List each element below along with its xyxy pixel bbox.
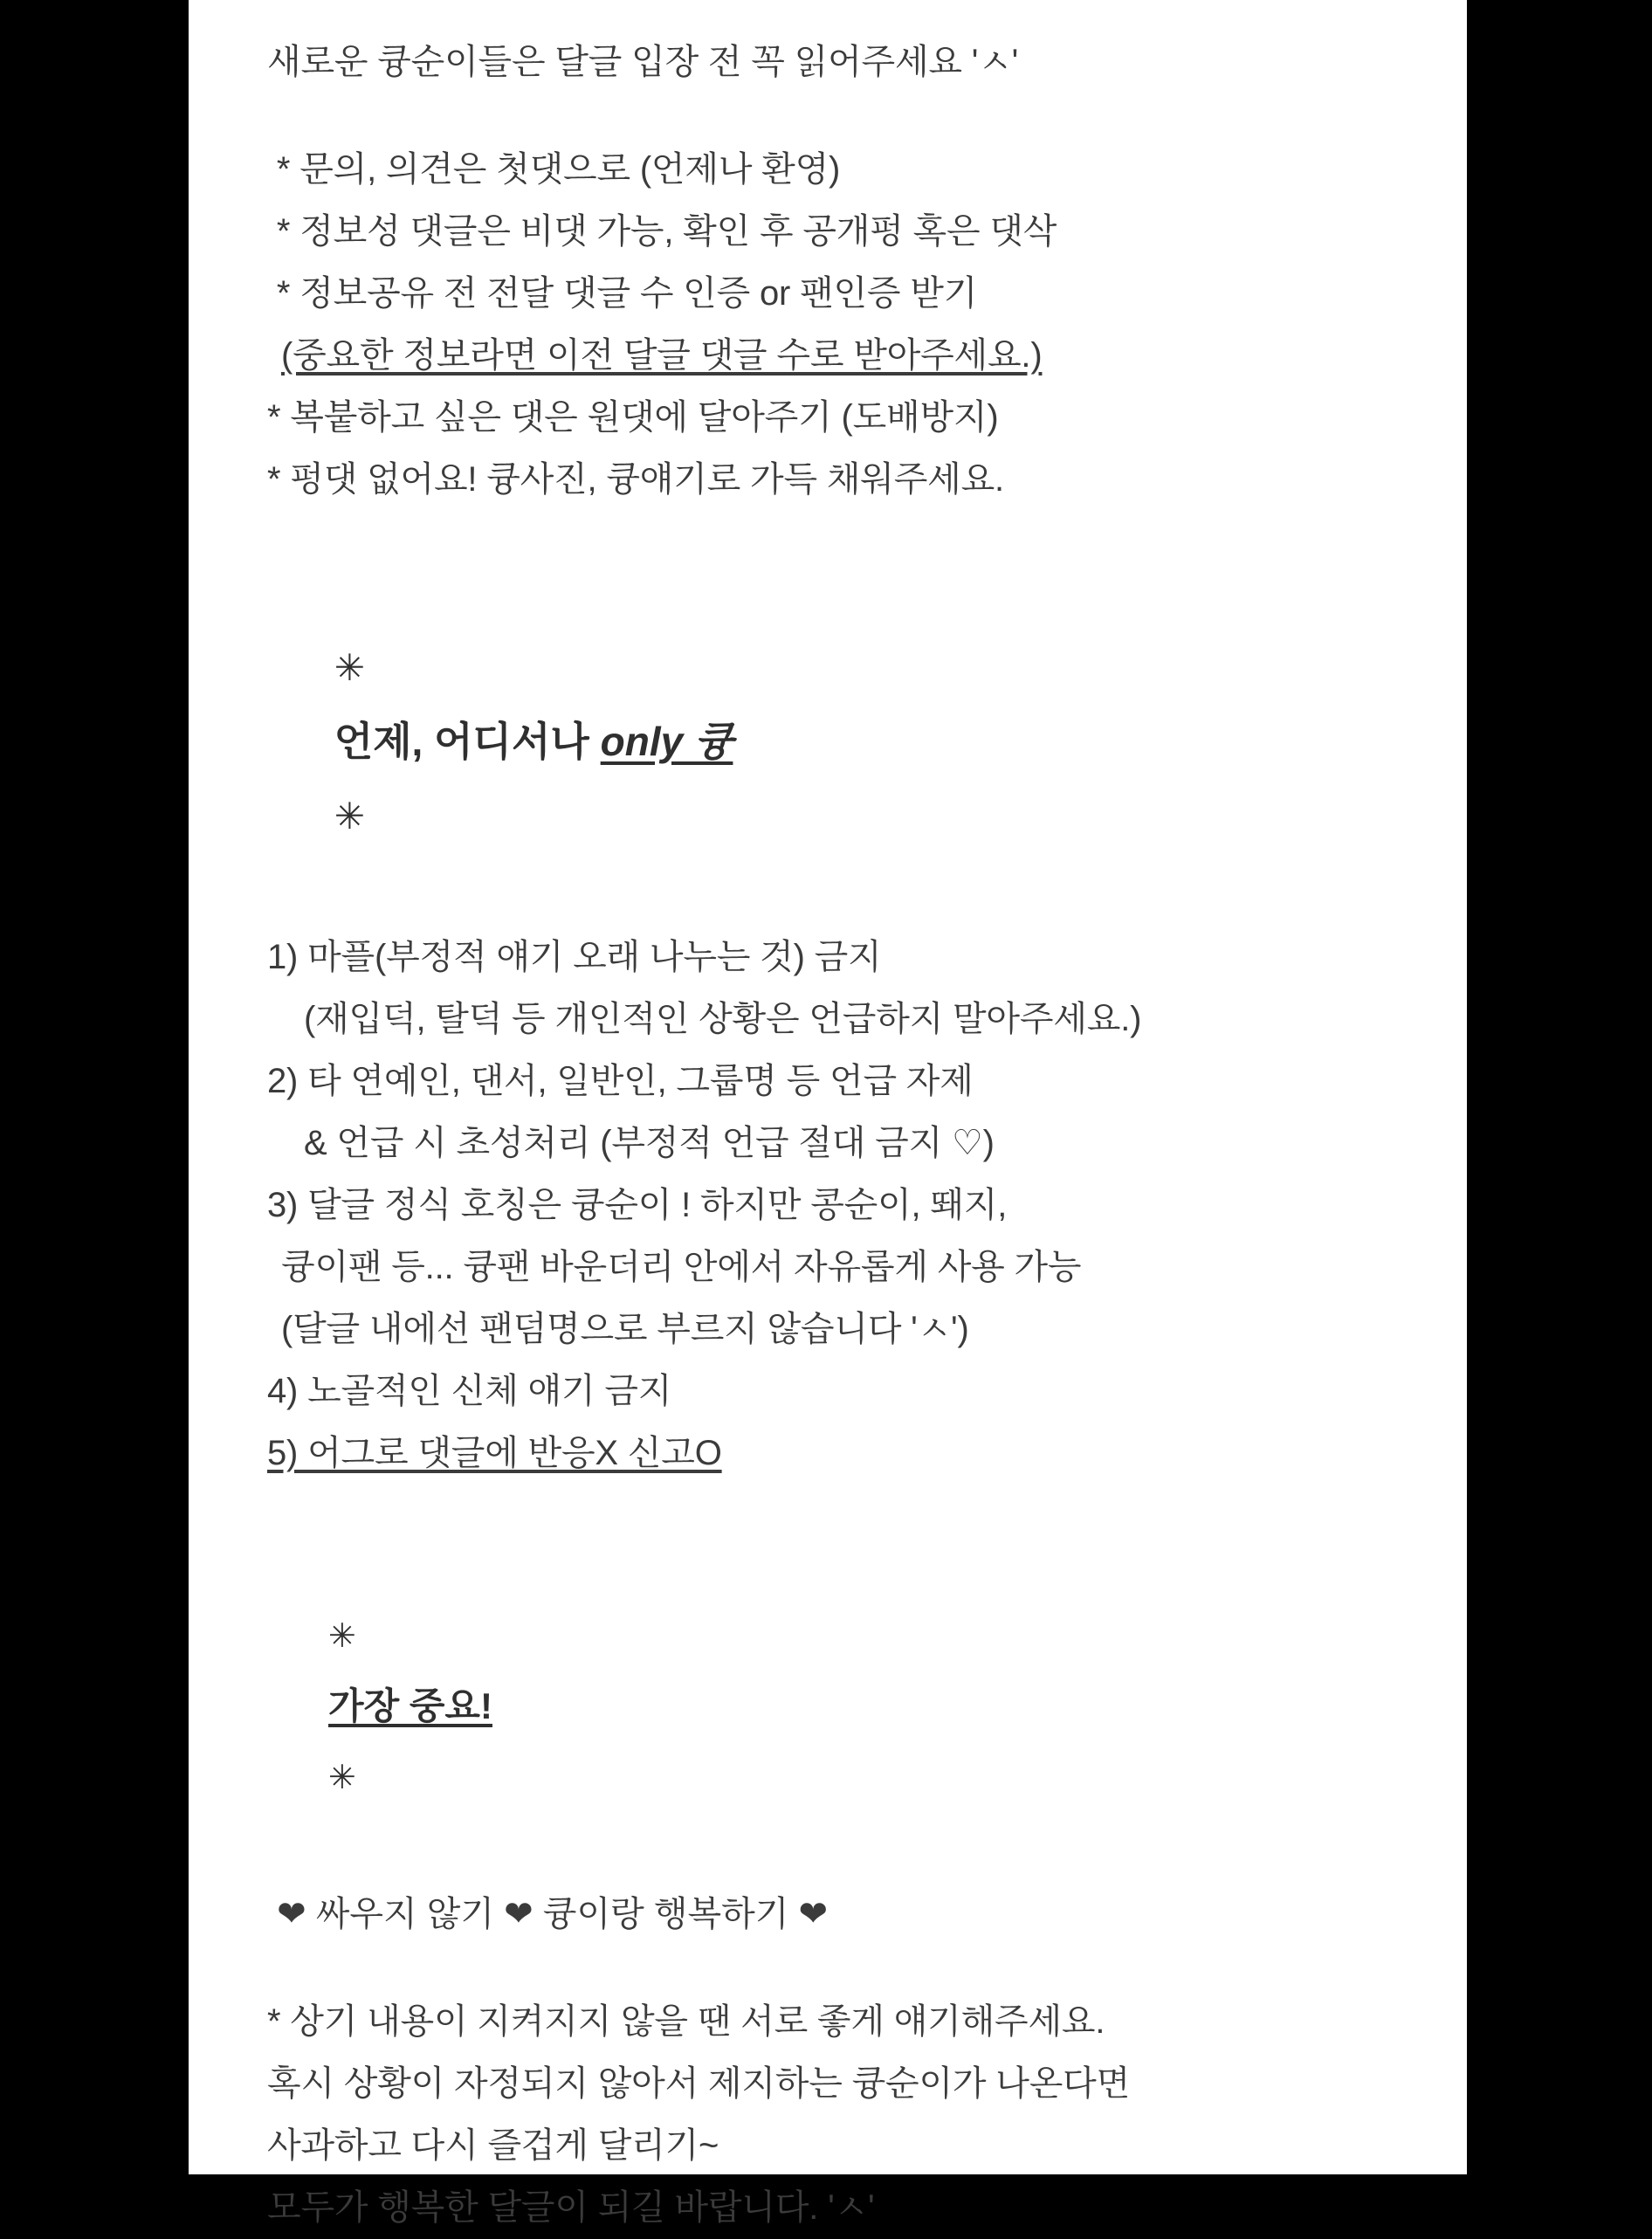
section-1-title-italic: only 큥: [600, 719, 733, 764]
sparkle-icon-left: ✳: [334, 647, 365, 688]
section-2-title: 가장 중요!: [328, 1685, 492, 1726]
rule-item: & 언급 시 초성처리 (부정적 언급 절대 금지 ♡): [304, 1124, 995, 1162]
closing-line: * 상기 내용이 지켜지지 않을 땐 서로 좋게 얘기해주세요.: [267, 2002, 1105, 2041]
text-sheet: [189, 0, 1467, 2227]
notice-subnote: [267, 325, 1399, 387]
hearts-line: ❤ 싸우지 않기 ❤ 큥이랑 행복하기 ❤: [267, 1895, 829, 1933]
sparkle-icon-right: ✳: [334, 796, 365, 837]
rule-item: 큥이팬 등... 큥팬 바운더리 안에서 자유롭게 사용 가능: [281, 1248, 1082, 1286]
closing-line: 사과하고 다시 즐겁게 달리기~: [267, 2126, 719, 2165]
sparkle-icon-right: ✳: [328, 1760, 356, 1796]
spacer: [267, 93, 1399, 139]
sparkle-icon-left: ✳: [328, 1618, 356, 1655]
section-2-heading: [267, 1530, 1399, 1883]
rule-item-underlined-text: 5) 어그로 댓글에 반응X 신고O: [267, 1434, 722, 1472]
closing-line: 모두가 행복한 달글이 되길 바랍니다. 'ㅅ': [267, 2188, 875, 2227]
rule-item: [267, 1423, 1399, 1485]
section-1-title-pre: 언제, 어디서나: [334, 719, 601, 764]
rule-item: (재입덕, 탈덕 등 개인적인 상황은 언급하지 말아주세요.): [304, 1000, 1142, 1038]
spacer: [267, 1946, 1399, 1991]
rule-item: 2) 타 연예인, 댄서, 일반인, 그룹명 등 언급 자제: [267, 1062, 974, 1100]
rule-item: 1) 마플(부정적 얘기 오래 나누는 것) 금지: [267, 938, 882, 976]
rule-item: 3) 달글 정식 호칭은 큥순이 ! 하지만 콩순이, 뙈지,: [267, 1186, 1008, 1224]
section-1-heading: [267, 556, 1399, 927]
intro-line: 새로운 큥순이들은 달글 입장 전 꼭 읽어주세요 'ㅅ': [267, 43, 1019, 81]
notice-subnote-text: (중요한 정보라면 이전 달글 댓글 수로 받아주세요.): [281, 336, 1043, 375]
spacer: [267, 511, 1399, 556]
spacer: [267, 1485, 1399, 1530]
notice-item-2: * 정보성 댓글은 비댓 가능, 확인 후 공개펑 혹은 댓삭: [267, 212, 1057, 251]
notice-item-1: * 문의, 의견은 첫댓으로 (언제나 환영): [267, 150, 841, 189]
rule-item: (달글 내에선 팬덤명으로 부르지 않습니다 'ㅅ'): [281, 1310, 969, 1348]
notice-item-3: * 정보공유 전 전달 댓글 수 인증 or 팬인증 받기: [267, 274, 978, 313]
notice-item-4: * 복붙하고 싶은 댓은 원댓에 달아주기 (도배방지): [267, 398, 999, 437]
rule-item: 4) 노골적인 신체 얘기 금지: [267, 1372, 672, 1410]
closing-line: 혹시 상황이 자정되지 않아서 제지하는 큥순이가 나온다면: [267, 2064, 1131, 2103]
notice-item-5: * 펑댓 없어요! 큥사진, 큥얘기로 가득 채워주세요.: [267, 460, 1004, 499]
